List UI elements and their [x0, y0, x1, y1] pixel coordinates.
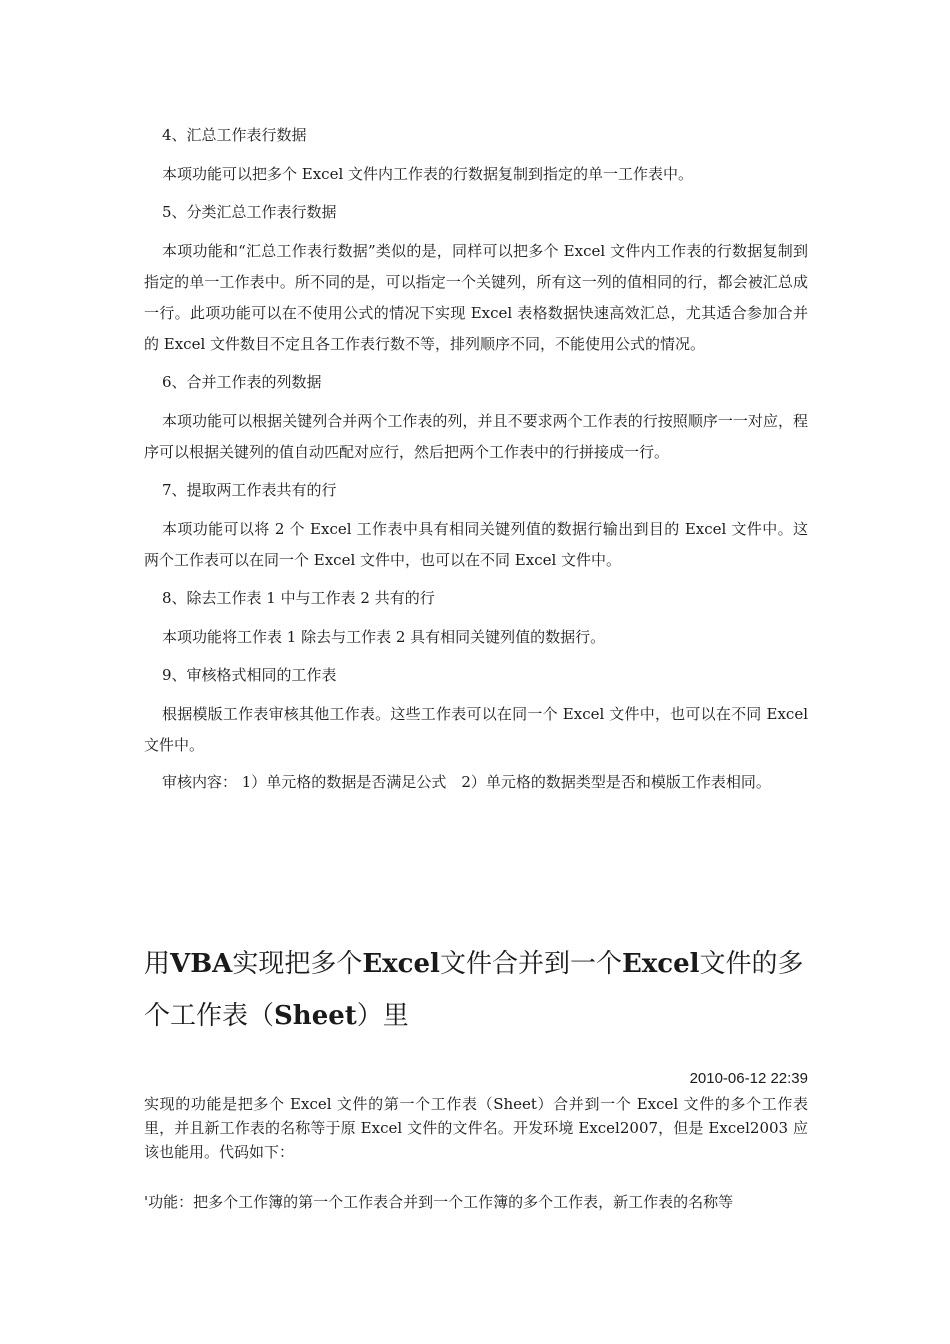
article-date: 2010-06-12 22:39: [689, 1070, 808, 1087]
section-paragraph: 根据模版工作表审核其他工作表。这些工作表可以在同一个 Excel 文件中，也可以在不同 Excel 文件中。: [144, 705, 808, 754]
title-segment: 实现把多个: [232, 949, 363, 979]
title-segment: 文件合并到一个: [439, 949, 622, 979]
section-heading: 9、审核格式相同的工作表: [162, 666, 337, 684]
section-paragraph: 本项功能可以根据关键列合并两个工作表的列，并且不要求两个工作表的行按照顺序一一对应，程序可以根据关键列的值自动匹配对应行，然后把两个工作表中的行拼接成一行。: [144, 412, 808, 461]
article-intro: 实现的功能是把多个 Excel 文件的第一个工作表（Sheet）合并到一个 Excel 文件的多个工作表里，并且新工作表的名称等于原 Excel 文件的文件名。开发环境 Excel2007，但是 Excel2003 应该也能用。代码如下：: [144, 1095, 808, 1161]
section-paragraph: 本项功能可以将 2 个 Excel 工作表中具有相同关键列值的数据行输出到目的 Excel 文件中。这两个工作表可以在同一个 Excel 文件中，也可以在不同 Excel 文件中。: [144, 520, 808, 569]
section-heading: 6、合并工作表的列数据: [162, 373, 322, 391]
title-segment: Excel: [621, 949, 700, 979]
title-segment: VBA: [170, 949, 233, 979]
section-paragraph: 本项功能和“汇总工作表行数据”类似的是，同样可以把多个 Excel 文件内工作表的行数据复制到指定的单一工作表中。所不同的是，可以指定一个关键列，所有这一列的值相同的行，都会被汇总成一行。此项功能可以在不使用公式的情况下实现 Excel 表格数据快速高效汇总，尤其适合参加合并的 Excel 文件数目不定且各工作表行数不等，排列顺序不同，不能使用公式的情况。: [144, 242, 808, 353]
title-segment: Sheet: [274, 1001, 357, 1031]
section-paragraph: 本项功能可以把多个 Excel 文件内工作表的行数据复制到指定的单一工作表中。: [162, 165, 694, 183]
section-paragraph: 本项功能将工作表 1 除去与工作表 2 具有相同关键列值的数据行。: [162, 628, 606, 646]
title-segment: ）里: [356, 1001, 409, 1031]
section-heading: 4、汇总工作表行数据: [162, 126, 307, 144]
section-heading: 7、提取两工作表共有的行: [162, 481, 337, 499]
title-segment: Excel: [362, 949, 440, 979]
article-title: [144, 938, 808, 1042]
feature-list: [144, 123, 808, 808]
section-heading: 8、除去工作表 1 中与工作表 2 共有的行: [162, 589, 435, 607]
section-paragraph: 审核内容： 1）单元格的数据是否满足公式 2）单元格的数据类型是否和模版工作表相同。: [162, 773, 771, 791]
code-comment-line: '功能：把多个工作簿的第一个工作表合并到一个工作簿的多个工作表，新工作表的名称等: [144, 1193, 734, 1211]
section-heading: 5、分类汇总工作表行数据: [162, 203, 337, 221]
title-segment: 用: [144, 949, 171, 979]
title-segment: 文件的多个工作表（: [144, 949, 804, 1031]
